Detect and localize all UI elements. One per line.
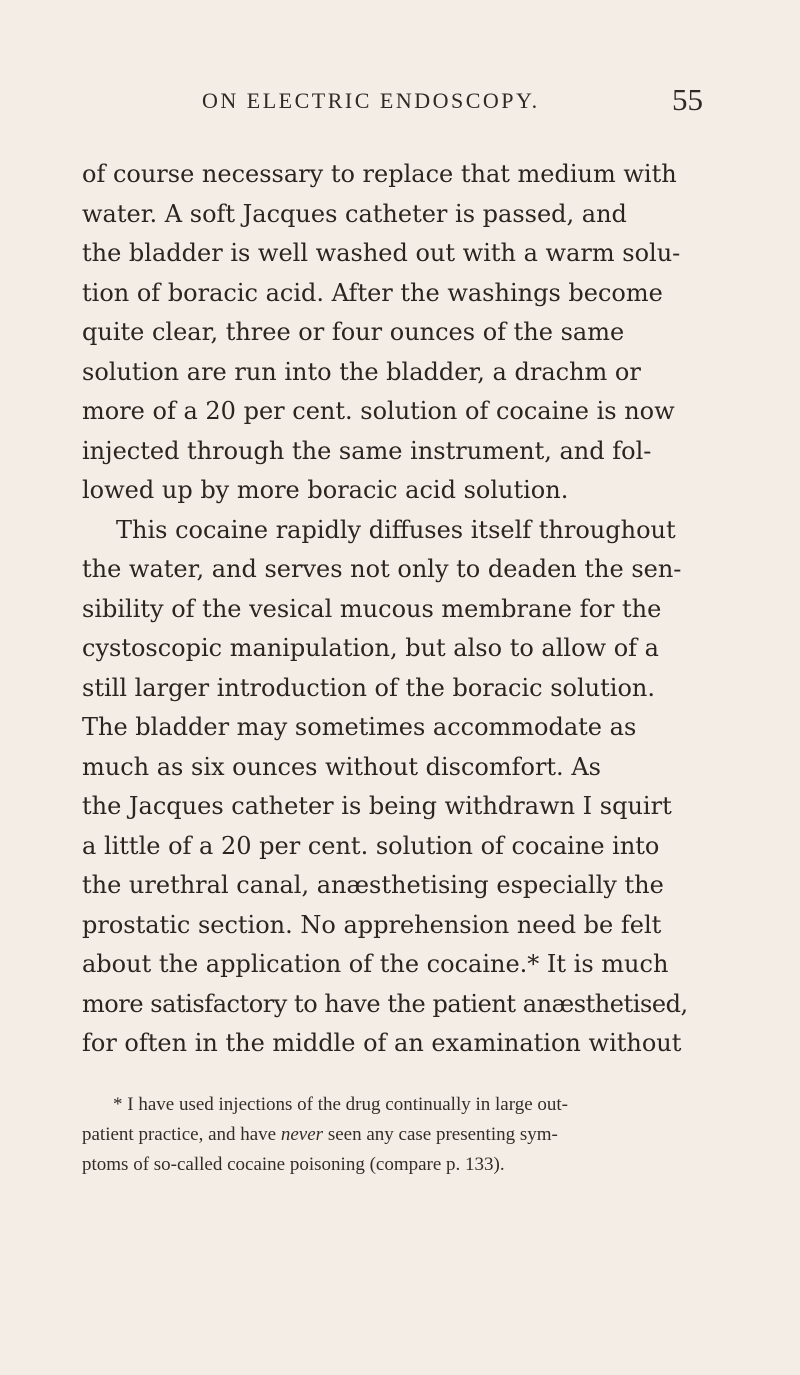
text-line: prostatic section. No apprehension need be felt xyxy=(82,910,662,939)
footnote-line: * I have used injections of the drug continually in large out- xyxy=(113,1093,569,1115)
text-line: a little of a 20 per cent. solution of cocaine into xyxy=(82,831,660,860)
text-line: tion of boracic acid. After the washings become xyxy=(82,278,663,307)
text-line: the urethral canal, anæsthetising especially the xyxy=(82,871,664,899)
footnote-line: ptoms of so-called cocaine poisoning (compare p. 133). xyxy=(82,1153,505,1175)
text-line: injected through the same instrument, and fol- xyxy=(82,436,652,465)
page-number: 55 xyxy=(672,82,703,117)
text-line: lowed up by more boracic acid solution. xyxy=(82,476,569,504)
footnote-emphasis: never xyxy=(280,1123,324,1145)
text-line: The bladder may sometimes accommodate as xyxy=(82,713,637,741)
text-line: quite clear, three or four ounces of the same xyxy=(82,318,625,346)
text-line: of course necessary to replace that medium with xyxy=(82,160,677,188)
text-line: for often in the middle of an examination without xyxy=(82,1029,682,1057)
text-line: about the application of the cocaine.* It is much xyxy=(82,950,669,978)
text-line: still larger introduction of the boracic solution. xyxy=(82,673,655,702)
text-line: water. A soft Jacques catheter is passed, and xyxy=(82,199,627,228)
body-paragraph xyxy=(82,155,688,1064)
text-line: This cocaine rapidly diffuses itself throughout xyxy=(116,515,676,544)
page-header xyxy=(82,82,703,122)
text-line: more of a 20 per cent. solution of cocaine is now xyxy=(82,397,675,425)
text-line: cystoscopic manipulation, but also to allow of a xyxy=(82,634,659,662)
text-line: the water, and serves not only to deaden the sen- xyxy=(82,555,682,583)
footnote xyxy=(82,1090,688,1180)
text-line: sibility of the vesical mucous membrane for the xyxy=(82,594,662,623)
text-line: much as six ounces without discomfort. As xyxy=(82,752,601,781)
text-line: more satisfactory to have the patient anæsthetised, xyxy=(82,989,688,1018)
text-line: solution are run into the bladder, a drachm or xyxy=(82,357,641,386)
text-line: the bladder is well washed out with a warm solu- xyxy=(82,239,681,267)
running-head: ON ELECTRIC ENDOSCOPY. xyxy=(202,88,540,113)
footnote-text: seen any case presenting sym- xyxy=(323,1123,558,1145)
text-line: the Jacques catheter is being withdrawn I squirt xyxy=(82,792,672,820)
footnote-text: patient practice, and have xyxy=(82,1123,281,1145)
footnote-line xyxy=(82,1120,688,1150)
